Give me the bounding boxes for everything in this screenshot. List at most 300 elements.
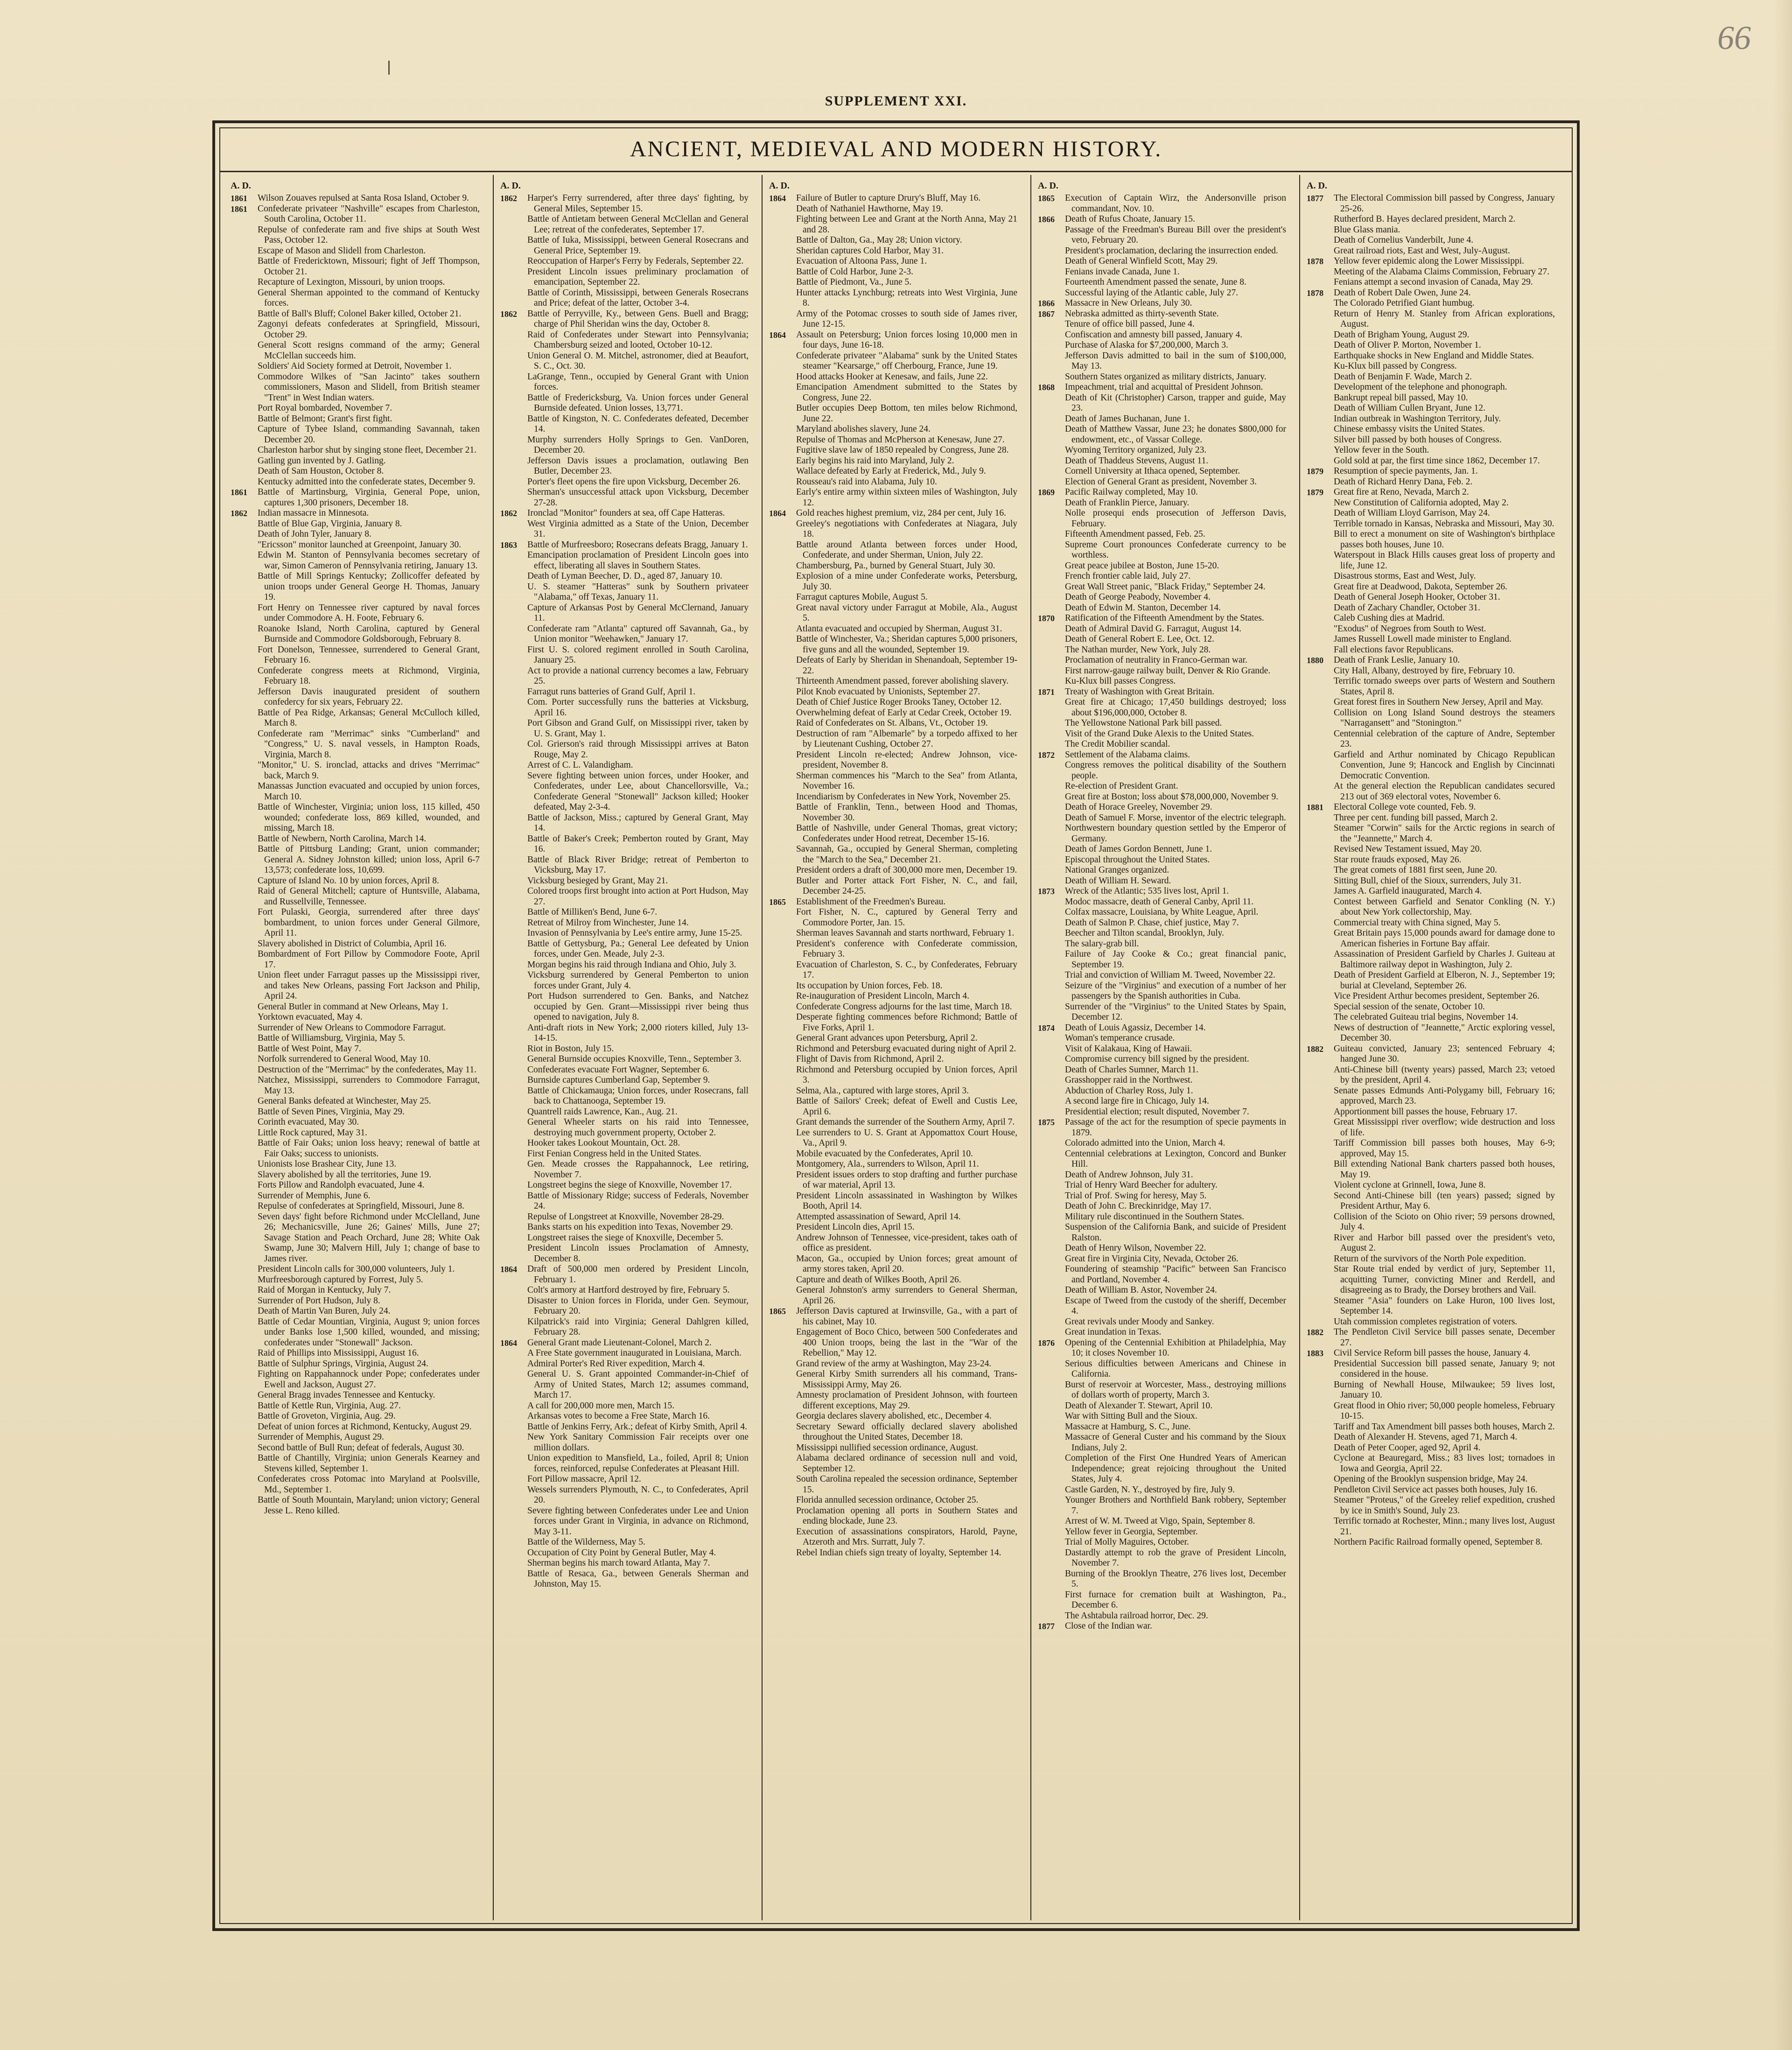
- history-entry: [500, 1359, 749, 1370]
- entry-text: Military rule discontinued in the Southern States.: [1065, 1211, 1244, 1222]
- history-entry: [231, 687, 480, 708]
- entry-year: [500, 1117, 527, 1138]
- history-entry: [1038, 1075, 1286, 1086]
- history-entry: [1038, 645, 1286, 656]
- entry-text: Severe fighting between Confederates under Lee and Union forces under Grant in Virginia, in advance on Richmond, May 3-11.: [527, 1505, 749, 1537]
- history-entry: [769, 1254, 1017, 1275]
- entry-year: [769, 1411, 796, 1422]
- entry-text: Death of George Peabody, November 4.: [1065, 592, 1211, 602]
- column-2: [493, 175, 754, 1920]
- history-entry: [500, 813, 749, 834]
- history-entry: [1038, 813, 1286, 824]
- entry-text: Death of Kit (Christopher) Carson, trapper and guide, May 23.: [1065, 392, 1286, 413]
- history-entry: [1307, 529, 1555, 550]
- history-entry: [500, 718, 749, 739]
- entry-text: Pendleton Civil Service act passes both houses, July 16.: [1334, 1484, 1538, 1495]
- entry-year: [500, 1548, 527, 1559]
- history-entry: [231, 1054, 480, 1065]
- entry-year: [1307, 445, 1334, 456]
- entry-year: [769, 1149, 796, 1160]
- history-entry: [500, 571, 749, 582]
- entry-text: Repulse of confederates at Springfield, Missouri, June 8.: [258, 1201, 464, 1211]
- history-entry: [500, 1338, 749, 1349]
- history-entry: [1038, 1002, 1286, 1023]
- history-entry: [1038, 750, 1286, 761]
- entry-year: [500, 718, 527, 739]
- entry-text: Younger Brothers and Northfield Bank robbery, September 7.: [1065, 1495, 1286, 1516]
- entry-text: Wessels surrenders Plymouth, N. C., to Confederates, April 20.: [527, 1484, 749, 1505]
- entry-text: National Granges organized.: [1065, 865, 1169, 875]
- history-entry: [1307, 1432, 1555, 1443]
- entry-text: Foundering of steamship "Pacific" between San Francisco and Portland, November 4.: [1065, 1264, 1286, 1285]
- history-entry: [1038, 1117, 1286, 1138]
- entry-year: [231, 424, 258, 445]
- entry-text: General Butler in command at New Orleans, May 1.: [258, 1001, 448, 1012]
- history-entry: [769, 424, 1017, 435]
- history-entry: [769, 928, 1017, 939]
- history-entry: [500, 351, 749, 372]
- entry-text: Fighting between Lee and Grant at the North Anna, May 21 and 28.: [796, 214, 1017, 235]
- entry-text: Confederate privateer "Alabama" sunk by the United States steamer "Kearsarge," off Cherbourg, France, June 19.: [796, 350, 1017, 371]
- entry-year: [769, 1159, 796, 1170]
- entry-text: Surrender of Memphis, August 29.: [258, 1432, 384, 1442]
- entry-text: Grasshopper raid in the Northwest.: [1065, 1075, 1193, 1085]
- entry-year: [1038, 267, 1065, 278]
- entry-text: Battle of Blue Gap, Virginia, January 8.: [258, 518, 402, 529]
- entry-year: [231, 1075, 258, 1096]
- history-entry: [1307, 1453, 1555, 1474]
- entry-text: Tenure of office bill passed, June 4.: [1065, 319, 1195, 329]
- history-entry: [500, 393, 749, 414]
- entry-text: Massacre of General Custer and his command by the Sioux Indians, July 2.: [1065, 1432, 1286, 1453]
- entry-year: [769, 214, 796, 235]
- entry-text: Death of General Winfield Scott, May 29.: [1065, 256, 1218, 266]
- entry-text: Confiscation and amnesty bill passed, January 4.: [1065, 329, 1243, 340]
- history-entry: [1038, 382, 1286, 393]
- entry-text: Silver bill passed by both houses of Congress.: [1334, 434, 1502, 445]
- history-entry: [1307, 1516, 1555, 1537]
- entry-year: [1307, 603, 1334, 614]
- history-entry: [1038, 1621, 1286, 1632]
- entry-text: Death of William H. Seward.: [1065, 875, 1171, 886]
- entry-year: [1038, 1453, 1065, 1485]
- entry-text: Death of Peter Cooper, aged 92, April 4.: [1334, 1442, 1481, 1453]
- ad-label: A. D.: [231, 181, 251, 191]
- entry-year: [231, 1170, 258, 1181]
- history-entry: [1038, 1254, 1286, 1265]
- entry-text: Raid of Morgan in Kentucky, July 7.: [258, 1285, 391, 1295]
- entry-year: [1307, 477, 1334, 488]
- entry-text: Disastrous storms, East and West, July.: [1334, 571, 1476, 581]
- entry-text: Failure of Jay Cooke & Co.; great financial panic, September 19.: [1065, 949, 1286, 970]
- history-entry: [1307, 235, 1555, 246]
- history-entry: [231, 708, 480, 729]
- entry-text: Selma, Ala., captured with large stores, April 3.: [796, 1085, 969, 1096]
- history-entry: [1307, 1422, 1555, 1433]
- entry-text: Corinth evacuated, May 30.: [258, 1117, 359, 1127]
- entry-text: Steamer "Asia" founders on Lake Huron, 100 lives lost, September 14.: [1334, 1295, 1555, 1316]
- entry-text: Great naval victory under Farragut at Mobile, Ala., August 5.: [796, 602, 1017, 623]
- history-entry: [1307, 1380, 1555, 1401]
- entry-text: Georgia declares slavery abolished, etc., December 4.: [796, 1411, 992, 1421]
- entry-year: [769, 907, 796, 928]
- history-entry: [1038, 739, 1286, 750]
- entry-text: Hooker takes Lookout Mountain, Oct. 28.: [527, 1138, 680, 1148]
- history-entry: [1038, 1401, 1286, 1412]
- entry-year: 1862: [500, 509, 517, 518]
- entry-text: Fort Donelson, Tennessee, surrendered to General Grant, February 16.: [258, 644, 480, 665]
- history-entry: [500, 1369, 749, 1401]
- history-entry: [1038, 1317, 1286, 1328]
- history-entry: [500, 414, 749, 435]
- entry-year: [231, 907, 258, 939]
- entry-text: Morgan begins his raid through Indiana and Ohio, July 3.: [527, 959, 736, 970]
- entry-year: [769, 624, 796, 635]
- entry-year: 1866: [1038, 215, 1055, 224]
- entry-year: [500, 603, 527, 624]
- history-entry: [769, 981, 1017, 992]
- entry-year: [1038, 351, 1065, 372]
- entry-year: [500, 970, 527, 991]
- entry-text: Arrest of W. M. Tweed at Vigo, Spain, September 8.: [1065, 1516, 1255, 1526]
- entry-year: 1865: [769, 897, 786, 907]
- entry-year: [231, 603, 258, 624]
- history-entry: [1307, 435, 1555, 446]
- entry-year: [231, 550, 258, 571]
- history-entry: [231, 1044, 480, 1055]
- entry-text: Lee surrenders to U. S. Grant at Appomattox Court House, Va., April 9.: [796, 1127, 1017, 1148]
- entry-year: [1038, 907, 1065, 918]
- entry-year: [1038, 645, 1065, 656]
- history-entry: [500, 267, 749, 288]
- history-entry: [231, 1065, 480, 1076]
- entry-text: Slavery abolished in District of Columbia, April 16.: [258, 938, 447, 949]
- history-entry: [1038, 508, 1286, 529]
- entry-text: Revised New Testament issued, May 20.: [1334, 844, 1482, 854]
- entry-year: [1307, 351, 1334, 362]
- history-entry: [769, 991, 1017, 1002]
- entry-year: [1307, 361, 1334, 372]
- entry-text: Massacre in New Orleans, July 30.: [1065, 298, 1192, 308]
- entry-text: Contest between Garfield and Senator Conkling (N. Y.) about New York collectorship, May.: [1334, 896, 1555, 917]
- entry-text: Great flood in Ohio river; 50,000 people homeless, February 10-15.: [1334, 1400, 1555, 1421]
- entry-text: Battle of Perryville, Ky., between Gens. Buell and Bragg; charge of Phil Sheridan wins the day, October 8.: [527, 308, 749, 329]
- history-entry: [1038, 613, 1286, 624]
- entry-year: [1038, 729, 1065, 740]
- history-entry: [231, 1096, 480, 1107]
- entry-text: Farragut captures Mobile, August 5.: [796, 592, 928, 602]
- entry-year: [769, 1128, 796, 1149]
- entry-year: [231, 1275, 258, 1286]
- entry-text: President Lincoln assassinated in Washington by Wilkes Booth, April 14.: [796, 1190, 1017, 1211]
- entry-text: Roanoke Island, North Carolina, captured by General Burnside and Commodore Goldsborough, February 8.: [258, 623, 480, 644]
- entry-year: [1038, 823, 1065, 844]
- history-entry: [1307, 340, 1555, 351]
- entry-text: Battle of Mill Springs Kentucky; Zollicoffer defeated by union troops under General George H. Thomas, January 19.: [258, 571, 480, 602]
- entry-year: [231, 645, 258, 666]
- entry-text: Jefferson Davis issues a proclamation, outlawing Ben Butler, December 23.: [527, 455, 749, 476]
- entry-text: Kilpatrick's raid into Virginia; General Dahlgren killed, February 28.: [527, 1316, 749, 1337]
- history-entry: [500, 886, 749, 907]
- entry-year: [231, 1054, 258, 1065]
- entry-year: [1307, 1380, 1334, 1401]
- entry-year: [1307, 235, 1334, 246]
- history-entry: [500, 1537, 749, 1548]
- history-entry: [1307, 256, 1555, 267]
- entry-year: [1307, 1422, 1334, 1433]
- entry-text: Settlement of the Alabama claims.: [1065, 749, 1190, 760]
- entry-year: [1307, 277, 1334, 288]
- entry-text: Death of President Garfield at Elberon, N. J., September 19; burial at Cleveland, September 26.: [1334, 970, 1555, 991]
- entry-year: [231, 729, 258, 761]
- entry-year: [500, 487, 527, 508]
- entry-text: Fourteenth Amendment passed the senate, June 8.: [1065, 277, 1246, 287]
- entry-text: Great inundation in Texas.: [1065, 1327, 1162, 1337]
- entry-text: Passage of the Freedman's Bureau Bill over the president's veto, February 20.: [1065, 224, 1286, 245]
- entry-year: [500, 1422, 527, 1433]
- history-entry: [769, 939, 1017, 960]
- history-entry: [1307, 414, 1555, 425]
- entry-year: [1038, 1243, 1065, 1254]
- entry-year: [1307, 613, 1334, 624]
- entry-text: Return of Henry M. Stanley from African explorations, August.: [1334, 308, 1555, 329]
- entry-year: [1307, 624, 1334, 635]
- history-entry: [1307, 1012, 1555, 1023]
- entry-text: Death of Andrew Johnson, July 31.: [1065, 1169, 1193, 1180]
- entry-text: Battle of Fredericksburg, Va. Union forces under General Burnside defeated. Union losses, 13,771.: [527, 392, 749, 413]
- entry-year: [1038, 1107, 1065, 1118]
- entry-year: [1307, 781, 1334, 802]
- entry-year: [1307, 645, 1334, 656]
- entry-year: [500, 550, 527, 571]
- history-entry: [231, 876, 480, 887]
- history-entry: [1038, 1170, 1286, 1181]
- entry-year: [231, 886, 258, 907]
- entry-year: [500, 477, 527, 488]
- entry-text: Great forest fires in Southern New Jersey, April and May.: [1334, 697, 1543, 707]
- entry-text: Visit of Kalakaua, King of Hawaii.: [1065, 1043, 1192, 1054]
- history-entry: [1307, 897, 1555, 918]
- history-entry: [500, 739, 749, 760]
- entry-text: Great Wall Street panic, "Black Friday," September 24.: [1065, 581, 1266, 592]
- history-entry: [769, 456, 1017, 467]
- entry-text: Bombardment of Fort Pillow by Commodore Foote, April 17.: [258, 949, 480, 970]
- entry-year: [769, 477, 796, 488]
- history-entry: [500, 624, 749, 645]
- entry-year: [769, 267, 796, 278]
- entry-text: President Lincoln issues preliminary proclamation of emancipation, September 22.: [527, 266, 749, 287]
- entry-text: Fenians invade Canada, June 1.: [1065, 266, 1180, 277]
- history-entry: [231, 760, 480, 781]
- history-entry: [769, 1474, 1017, 1495]
- entry-text: Invasion of Pennsylvania by Lee's entire army, June 15-25.: [527, 928, 742, 938]
- entry-text: Sitting Bull, chief of the Sioux, surrenders, July 31.: [1334, 875, 1521, 886]
- history-entry: [231, 288, 480, 309]
- history-entry: [1038, 676, 1286, 687]
- entry-year: [1038, 508, 1065, 529]
- entry-year: [769, 519, 796, 540]
- history-entry: [1307, 1212, 1555, 1233]
- history-entry: [1038, 792, 1286, 803]
- history-entry: [1307, 1107, 1555, 1118]
- entry-text: Terrific tornado sweeps over parts of Western and Southern States, April 8.: [1334, 676, 1555, 697]
- history-entry: [769, 288, 1017, 309]
- entry-year: [500, 1537, 527, 1548]
- history-entry: [500, 1222, 749, 1233]
- entry-text: Battle around Atlanta between forces under Hood, Confederate, and under Sherman, Union, July 22.: [796, 539, 1017, 560]
- entry-year: [1038, 844, 1065, 855]
- entry-year: [500, 582, 527, 603]
- entry-text: Disaster to Union forces in Florida, under Gen. Seymour, February 20.: [527, 1295, 749, 1316]
- entry-text: President Lincoln dies, April 15.: [796, 1222, 915, 1232]
- entry-year: [1307, 666, 1334, 677]
- entry-year: [231, 1474, 258, 1495]
- history-entry: [1307, 750, 1555, 782]
- entry-text: Sherman's unsuccessful attack upon Vicksburg, December 27-28.: [527, 487, 749, 508]
- history-entry: [1307, 844, 1555, 855]
- history-entry: [769, 435, 1017, 446]
- history-entry: [1307, 1180, 1555, 1191]
- entry-year: [231, 1348, 258, 1359]
- entry-year: [500, 1075, 527, 1086]
- entry-text: Battle of Chickamauga; Union forces, under Rosecrans, fall back to Chattanooga, September 19.: [527, 1085, 749, 1106]
- entry-text: Anti-Chinese bill (twenty years) passed, March 23; vetoed by the president, April 4.: [1334, 1064, 1555, 1085]
- entry-year: [1307, 634, 1334, 645]
- entry-text: Battle of Fredericktown, Missouri; fight of Jeff Thompson, October 21.: [258, 256, 480, 277]
- entry-text: Battle of Martinsburg, Virginia, General Pope, union, captures 1,300 prisoners, December 18.: [258, 487, 480, 508]
- entry-year: [1038, 1075, 1065, 1086]
- entry-text: General Sherman appointed to the command of Kentucky forces.: [258, 287, 480, 308]
- history-entry: [1307, 624, 1555, 635]
- history-entry: [769, 1233, 1017, 1254]
- history-entry: [500, 477, 749, 488]
- entry-year: [769, 435, 796, 446]
- entry-year: [500, 256, 527, 267]
- entry-year: [231, 1191, 258, 1202]
- entry-text: Longstreet begins the siege of Knoxville, November 17.: [527, 1180, 732, 1190]
- history-entry: [1038, 970, 1286, 981]
- history-entry: [500, 540, 749, 551]
- entry-text: Death of Admiral David G. Farragut, August 14.: [1065, 623, 1242, 634]
- entry-year: [231, 1453, 258, 1474]
- history-entry: [231, 1359, 480, 1370]
- history-entry: [1038, 1054, 1286, 1065]
- history-entry: [769, 466, 1017, 477]
- entry-year: [500, 1558, 527, 1569]
- entry-text: Repulse of confederate ram and five ships at South West Pass, October 12.: [258, 224, 480, 245]
- entry-year: [769, 466, 796, 477]
- entry-year: 1879: [1307, 467, 1323, 476]
- entry-year: [769, 603, 796, 624]
- entry-text: The celebrated Guiteau trial begins, November 14.: [1334, 1012, 1519, 1022]
- entry-year: [500, 1149, 527, 1160]
- history-entry: [1038, 1107, 1286, 1118]
- entry-year: [769, 1254, 796, 1275]
- history-entry: [231, 193, 480, 204]
- entry-year: [231, 1495, 258, 1516]
- history-entry: [231, 487, 480, 508]
- entry-text: Fifteenth Amendment passed, Feb. 25.: [1065, 529, 1205, 539]
- entry-text: Death of Franklin Pierce, January.: [1065, 497, 1190, 508]
- entry-text: Emancipation Amendment submitted to the States by Congress, June 22.: [796, 382, 1017, 403]
- entry-year: [500, 813, 527, 834]
- entry-year: [231, 1369, 258, 1390]
- entry-text: Greeley's negotiations with Confederates at Niagara, July 18.: [796, 518, 1017, 539]
- history-entry: [1038, 823, 1286, 844]
- paper-edge-shading: [1773, 0, 1792, 2050]
- entry-year: [1307, 876, 1334, 887]
- entry-text: Battle of Williamsburg, Virginia, May 5.: [258, 1033, 406, 1043]
- entry-text: Death of Horace Greeley, November 29.: [1065, 802, 1212, 812]
- history-entry: [1038, 1044, 1286, 1055]
- entry-year: [231, 529, 258, 540]
- entry-year: [231, 760, 258, 781]
- entry-text: Wilson Zouaves repulsed at Santa Rosa Island, October 9.: [258, 193, 469, 203]
- entry-year: [1038, 655, 1065, 666]
- entry-text: President Lincoln issues Proclamation of Amnesty, December 8.: [527, 1243, 749, 1264]
- entry-text: James Russell Lowell made minister to England.: [1334, 634, 1512, 644]
- entry-text: Capture of Tybee Island, commanding Savannah, taken December 20.: [258, 424, 480, 445]
- history-entry: [769, 960, 1017, 981]
- entry-text: LaGrange, Tenn., occupied by General Grant with Union forces.: [527, 371, 749, 392]
- entry-year: 1869: [1038, 488, 1055, 497]
- entry-year: [500, 687, 527, 698]
- history-entry: [769, 487, 1017, 508]
- history-entry: [1038, 1138, 1286, 1149]
- history-entry: [1307, 498, 1555, 509]
- entry-year: 1880: [1307, 656, 1323, 665]
- entry-text: Bill extending National Bank charters passed both houses, May 19.: [1334, 1159, 1555, 1180]
- entry-year: [231, 477, 258, 488]
- history-entry: [1307, 582, 1555, 593]
- entry-year: [231, 1411, 258, 1422]
- entry-year: [500, 918, 527, 929]
- history-entry: [769, 1285, 1017, 1306]
- history-entry: [500, 330, 749, 351]
- history-entry: [1307, 288, 1555, 299]
- history-entry: [500, 1558, 749, 1569]
- history-entry: [1307, 781, 1555, 802]
- history-entry: [231, 1401, 480, 1412]
- entry-year: [769, 792, 796, 803]
- history-entry: [231, 1411, 480, 1422]
- entry-text: Second battle of Bull Run; defeat of federals, August 30.: [258, 1442, 464, 1453]
- history-entry: [500, 1348, 749, 1359]
- entry-year: [1038, 666, 1065, 677]
- entry-text: Re-inauguration of President Lincoln, March 4.: [796, 991, 969, 1001]
- entry-text: Surrender of Memphis, June 6.: [258, 1190, 371, 1201]
- entry-text: Soldiers' Aid Society formed at Detroit, November 1.: [258, 361, 452, 371]
- history-entry: [231, 1075, 480, 1096]
- entry-text: Battle of the Wilderness, May 5.: [527, 1537, 645, 1547]
- history-entry: [1307, 1348, 1555, 1359]
- history-entry: [231, 1285, 480, 1296]
- entry-text: Evacuation of Charleston, S. C., by Confederates, February 17.: [796, 959, 1017, 980]
- history-entry: [1038, 1569, 1286, 1590]
- entry-text: Modoc massacre, death of General Canby, April 11.: [1065, 896, 1254, 907]
- entry-text: Violent cyclone at Grinnell, Iowa, June 8.: [1334, 1180, 1486, 1190]
- entry-text: Civil Service Reform bill passes the house, January 4.: [1334, 1348, 1531, 1358]
- entry-text: Battle of Cold Harbor, June 2-3.: [796, 266, 914, 277]
- history-entry: [1307, 970, 1555, 991]
- entry-text: At the general election the Republican candidates secured 213 out of 369 electoral votes, November 6.: [1334, 781, 1555, 802]
- entry-text: Vice President Arthur becomes president, September 26.: [1334, 991, 1540, 1001]
- ad-label: A. D.: [1307, 181, 1327, 191]
- history-entry: [769, 1443, 1017, 1454]
- entry-year: 1879: [1307, 488, 1323, 497]
- entry-text: The Pendleton Civil Service bill passes senate, December 27.: [1334, 1327, 1555, 1348]
- history-entry: [769, 214, 1017, 235]
